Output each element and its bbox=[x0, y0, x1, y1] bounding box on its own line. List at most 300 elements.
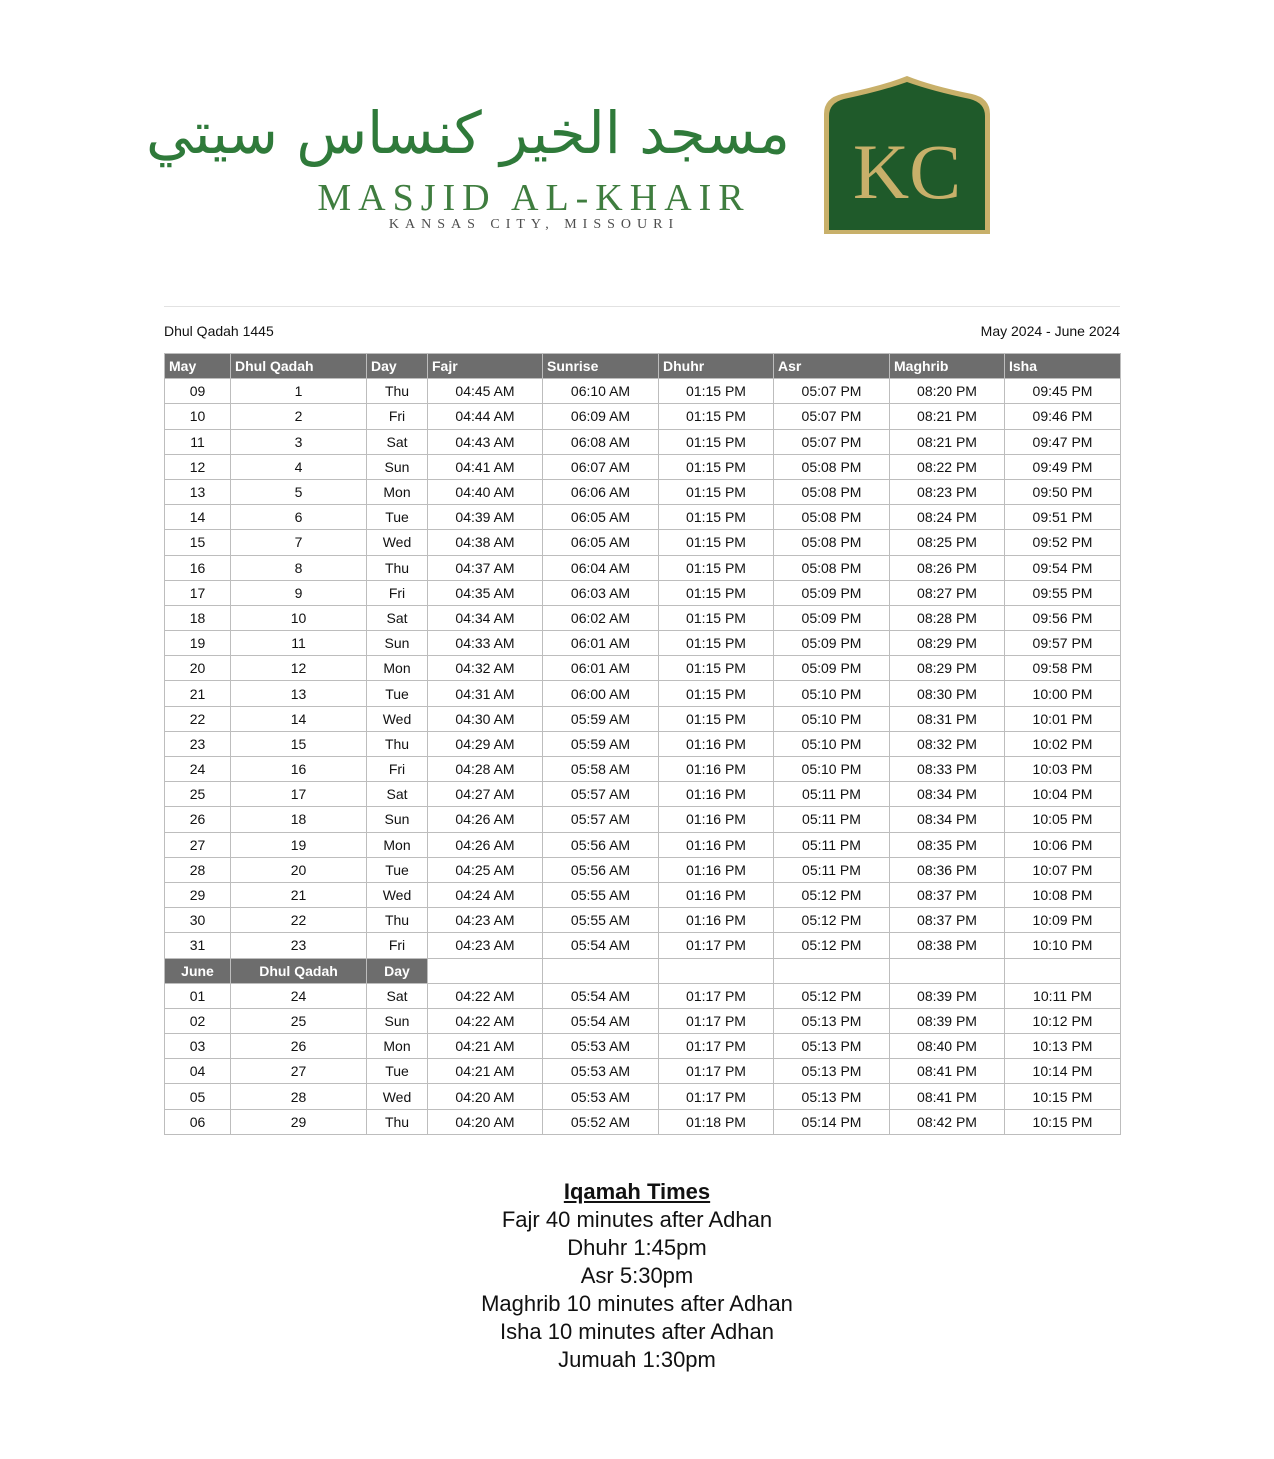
table-cell: Sun bbox=[367, 807, 428, 832]
table-cell: 01:16 PM bbox=[659, 757, 774, 782]
table-cell: 04:20 AM bbox=[428, 1084, 543, 1109]
table-cell: 01:16 PM bbox=[659, 908, 774, 933]
table-cell: 05:13 PM bbox=[774, 1008, 890, 1033]
table-cell: 05:10 PM bbox=[774, 681, 890, 706]
table-cell: 11 bbox=[231, 631, 367, 656]
table-cell: 06:05 AM bbox=[543, 530, 659, 555]
table-cell: 08:26 PM bbox=[890, 555, 1005, 580]
table-cell: Fri bbox=[367, 580, 428, 605]
blank-cell bbox=[543, 958, 659, 983]
table-row bbox=[165, 1084, 1121, 1109]
table-cell: 16 bbox=[165, 555, 231, 580]
table-cell: 01:18 PM bbox=[659, 1109, 774, 1134]
table-row bbox=[165, 1059, 1121, 1084]
table-cell: 08:21 PM bbox=[890, 429, 1005, 454]
iqamah-jumuah: Jumuah 1:30pm bbox=[558, 1347, 716, 1372]
table-cell: 04:37 AM bbox=[428, 555, 543, 580]
may-header-cell: Dhuhr bbox=[659, 354, 774, 379]
table-cell: 05:57 AM bbox=[543, 782, 659, 807]
table-cell: Sat bbox=[367, 983, 428, 1008]
table-cell: 09:51 PM bbox=[1005, 505, 1121, 530]
table-cell: Sun bbox=[367, 631, 428, 656]
table-row bbox=[165, 505, 1121, 530]
table-cell: 05:11 PM bbox=[774, 857, 890, 882]
table-cell: 05:11 PM bbox=[774, 832, 890, 857]
table-cell: 01:16 PM bbox=[659, 857, 774, 882]
table-cell: 09:57 PM bbox=[1005, 631, 1121, 656]
table-cell: 04:25 AM bbox=[428, 857, 543, 882]
table-cell: 05:11 PM bbox=[774, 782, 890, 807]
table-cell: 04:38 AM bbox=[428, 530, 543, 555]
masjid-name: MASJID AL-KHAIR bbox=[317, 177, 751, 219]
table-cell: 06:06 AM bbox=[543, 479, 659, 504]
table-cell: 28 bbox=[231, 1084, 367, 1109]
table-cell: 04:34 AM bbox=[428, 605, 543, 630]
table-cell: 08:33 PM bbox=[890, 757, 1005, 782]
table-cell: 01:15 PM bbox=[659, 706, 774, 731]
table-cell: 15 bbox=[165, 530, 231, 555]
table-cell: 24 bbox=[165, 757, 231, 782]
iqamah-section bbox=[0, 1178, 1274, 1374]
table-cell: 08:34 PM bbox=[890, 807, 1005, 832]
table-cell: 10:15 PM bbox=[1005, 1084, 1121, 1109]
table-cell: 04:32 AM bbox=[428, 656, 543, 681]
table-row bbox=[165, 832, 1121, 857]
table-row bbox=[165, 933, 1121, 958]
table-cell: 10:06 PM bbox=[1005, 832, 1121, 857]
table-cell: 08:28 PM bbox=[890, 605, 1005, 630]
table-cell: 04:40 AM bbox=[428, 479, 543, 504]
table-cell: 06:09 AM bbox=[543, 404, 659, 429]
table-row bbox=[165, 908, 1121, 933]
table-cell: 04:21 AM bbox=[428, 1059, 543, 1084]
table-cell: 05:09 PM bbox=[774, 580, 890, 605]
blank-cell bbox=[774, 958, 890, 983]
emblem-text: KC bbox=[852, 128, 962, 215]
table-cell: 05:12 PM bbox=[774, 933, 890, 958]
table-cell: 04:39 AM bbox=[428, 505, 543, 530]
table-cell: 1 bbox=[231, 379, 367, 404]
table-cell: 08:22 PM bbox=[890, 454, 1005, 479]
table-cell: Mon bbox=[367, 656, 428, 681]
table-cell: 08:31 PM bbox=[890, 706, 1005, 731]
table-row bbox=[165, 530, 1121, 555]
table-cell: 06:08 AM bbox=[543, 429, 659, 454]
table-cell: 08:21 PM bbox=[890, 404, 1005, 429]
table-cell: 04:30 AM bbox=[428, 706, 543, 731]
table-cell: 04:20 AM bbox=[428, 1109, 543, 1134]
masjid-location: KANSAS CITY, MISSOURI bbox=[388, 217, 680, 232]
table-cell: 18 bbox=[231, 807, 367, 832]
iqamah-maghrib: Maghrib 10 minutes after Adhan bbox=[481, 1291, 793, 1316]
table-cell: 31 bbox=[165, 933, 231, 958]
table-cell: 05:09 PM bbox=[774, 631, 890, 656]
table-cell: 08:25 PM bbox=[890, 530, 1005, 555]
table-cell: Thu bbox=[367, 731, 428, 756]
table-cell: 27 bbox=[231, 1059, 367, 1084]
table-cell: 01:15 PM bbox=[659, 681, 774, 706]
table-cell: 08:37 PM bbox=[890, 882, 1005, 907]
table-row bbox=[165, 379, 1121, 404]
table-cell: 05:10 PM bbox=[774, 731, 890, 756]
table-cell: 04:41 AM bbox=[428, 454, 543, 479]
table-cell: 09 bbox=[165, 379, 231, 404]
table-cell: 04 bbox=[165, 1059, 231, 1084]
table-row bbox=[165, 757, 1121, 782]
table-cell: 6 bbox=[231, 505, 367, 530]
table-cell: 01:15 PM bbox=[659, 429, 774, 454]
table-cell: Mon bbox=[367, 479, 428, 504]
table-cell: 23 bbox=[165, 731, 231, 756]
table-cell: 05:09 PM bbox=[774, 605, 890, 630]
table-cell: 18 bbox=[165, 605, 231, 630]
table-cell: 05:59 AM bbox=[543, 706, 659, 731]
table-row bbox=[165, 681, 1121, 706]
table-cell: 01:15 PM bbox=[659, 631, 774, 656]
table-cell: 05:08 PM bbox=[774, 479, 890, 504]
table-row bbox=[165, 605, 1121, 630]
table-cell: 08:29 PM bbox=[890, 631, 1005, 656]
table-cell: 06:02 AM bbox=[543, 605, 659, 630]
table-cell: 05:13 PM bbox=[774, 1034, 890, 1059]
table-cell: 05:07 PM bbox=[774, 404, 890, 429]
may-header-cell: Sunrise bbox=[543, 354, 659, 379]
table-cell: 01:15 PM bbox=[659, 379, 774, 404]
table-cell: 5 bbox=[231, 479, 367, 504]
table-cell: 04:45 AM bbox=[428, 379, 543, 404]
table-cell: 05:54 AM bbox=[543, 1008, 659, 1033]
table-cell: 28 bbox=[165, 857, 231, 882]
table-cell: 08:40 PM bbox=[890, 1034, 1005, 1059]
table-cell: 01:15 PM bbox=[659, 454, 774, 479]
table-cell: 05:10 PM bbox=[774, 706, 890, 731]
table-cell: 7 bbox=[231, 530, 367, 555]
table-cell: 10:09 PM bbox=[1005, 908, 1121, 933]
table-cell: 04:29 AM bbox=[428, 731, 543, 756]
hijri-month-label: Dhul Qadah 1445 bbox=[164, 323, 274, 339]
table-cell: 05:58 AM bbox=[543, 757, 659, 782]
table-cell: 02 bbox=[165, 1008, 231, 1033]
table-cell: 21 bbox=[231, 882, 367, 907]
may-header-cell: Asr bbox=[774, 354, 890, 379]
table-cell: 06:01 AM bbox=[543, 631, 659, 656]
table-cell: 08:34 PM bbox=[890, 782, 1005, 807]
table-cell: 01:17 PM bbox=[659, 1008, 774, 1033]
table-cell: 15 bbox=[231, 731, 367, 756]
table-cell: 4 bbox=[231, 454, 367, 479]
table-cell: 2 bbox=[231, 404, 367, 429]
table-cell: 06:07 AM bbox=[543, 454, 659, 479]
blank-cell bbox=[659, 958, 774, 983]
table-cell: 06 bbox=[165, 1109, 231, 1134]
table-cell: 08:41 PM bbox=[890, 1084, 1005, 1109]
table-cell: Fri bbox=[367, 404, 428, 429]
table-cell: 08:38 PM bbox=[890, 933, 1005, 958]
table-row bbox=[165, 857, 1121, 882]
may-header-row bbox=[165, 354, 1121, 379]
table-cell: Tue bbox=[367, 1059, 428, 1084]
table-cell: 27 bbox=[165, 832, 231, 857]
table-cell: 08:37 PM bbox=[890, 908, 1005, 933]
table-cell: 22 bbox=[165, 706, 231, 731]
table-cell: 10:10 PM bbox=[1005, 933, 1121, 958]
table-cell: 05:13 PM bbox=[774, 1059, 890, 1084]
table-cell: 05:56 AM bbox=[543, 857, 659, 882]
table-cell: 13 bbox=[165, 479, 231, 504]
table-row bbox=[165, 882, 1121, 907]
table-cell: 08:27 PM bbox=[890, 580, 1005, 605]
table-cell: 06:10 AM bbox=[543, 379, 659, 404]
table-cell: 10:07 PM bbox=[1005, 857, 1121, 882]
table-cell: 08:30 PM bbox=[890, 681, 1005, 706]
may-header-cell: Fajr bbox=[428, 354, 543, 379]
table-cell: 10:08 PM bbox=[1005, 882, 1121, 907]
table-cell: 22 bbox=[231, 908, 367, 933]
table-cell: 09:49 PM bbox=[1005, 454, 1121, 479]
table-cell: Wed bbox=[367, 882, 428, 907]
table-cell: 10:01 PM bbox=[1005, 706, 1121, 731]
table-row bbox=[165, 1034, 1121, 1059]
table-cell: Thu bbox=[367, 908, 428, 933]
table-row bbox=[165, 555, 1121, 580]
table-cell: 05:53 AM bbox=[543, 1084, 659, 1109]
table-cell: 05:08 PM bbox=[774, 530, 890, 555]
table-cell: Thu bbox=[367, 555, 428, 580]
june-header-cell: Day bbox=[367, 958, 428, 983]
table-cell: 14 bbox=[231, 706, 367, 731]
may-header-cell: May bbox=[165, 354, 231, 379]
table-cell: 05:07 PM bbox=[774, 379, 890, 404]
table-cell: 06:00 AM bbox=[543, 681, 659, 706]
prayer-times-table bbox=[164, 353, 1121, 1135]
table-cell: 09:58 PM bbox=[1005, 656, 1121, 681]
iqamah-title: Iqamah Times bbox=[563, 1179, 711, 1204]
table-row bbox=[165, 479, 1121, 504]
table-cell: 06:04 AM bbox=[543, 555, 659, 580]
table-row bbox=[165, 807, 1121, 832]
table-cell: Mon bbox=[367, 1034, 428, 1059]
table-cell: 08:41 PM bbox=[890, 1059, 1005, 1084]
table-cell: 01:17 PM bbox=[659, 1059, 774, 1084]
gregorian-range-label: May 2024 - June 2024 bbox=[980, 323, 1120, 339]
table-row bbox=[165, 631, 1121, 656]
table-cell: Tue bbox=[367, 681, 428, 706]
table-cell: 08:39 PM bbox=[890, 983, 1005, 1008]
table-cell: 01:17 PM bbox=[659, 1084, 774, 1109]
table-cell: 05:53 AM bbox=[543, 1034, 659, 1059]
table-cell: 05:08 PM bbox=[774, 555, 890, 580]
table-cell: 10:14 PM bbox=[1005, 1059, 1121, 1084]
table-cell: 04:23 AM bbox=[428, 933, 543, 958]
table-cell: 04:35 AM bbox=[428, 580, 543, 605]
table-cell: 24 bbox=[231, 983, 367, 1008]
blank-cell bbox=[428, 958, 543, 983]
table-cell: 19 bbox=[165, 631, 231, 656]
table-cell: 05:59 AM bbox=[543, 731, 659, 756]
table-cell: 26 bbox=[165, 807, 231, 832]
table-cell: 10:02 PM bbox=[1005, 731, 1121, 756]
table-cell: 12 bbox=[165, 454, 231, 479]
kc-emblem-logo bbox=[822, 76, 992, 236]
table-cell: 10 bbox=[165, 404, 231, 429]
table-cell: 08:39 PM bbox=[890, 1008, 1005, 1033]
blank-cell bbox=[890, 958, 1005, 983]
table-cell: Tue bbox=[367, 505, 428, 530]
table-cell: 12 bbox=[231, 656, 367, 681]
table-cell: Fri bbox=[367, 757, 428, 782]
table-row bbox=[165, 656, 1121, 681]
table-cell: 10:11 PM bbox=[1005, 983, 1121, 1008]
table-cell: 25 bbox=[231, 1008, 367, 1033]
table-row bbox=[165, 983, 1121, 1008]
table-cell: 09:45 PM bbox=[1005, 379, 1121, 404]
table-cell: 10:05 PM bbox=[1005, 807, 1121, 832]
table-cell: 01:15 PM bbox=[659, 479, 774, 504]
table-cell: 17 bbox=[231, 782, 367, 807]
table-cell: 05:08 PM bbox=[774, 505, 890, 530]
june-header-cell: June bbox=[165, 958, 231, 983]
table-cell: 05:11 PM bbox=[774, 807, 890, 832]
table-cell: 10:00 PM bbox=[1005, 681, 1121, 706]
table-cell: 05:56 AM bbox=[543, 832, 659, 857]
table-cell: 25 bbox=[165, 782, 231, 807]
table-cell: 05:55 AM bbox=[543, 908, 659, 933]
table-cell: 04:44 AM bbox=[428, 404, 543, 429]
may-header-cell: Dhul Qadah bbox=[231, 354, 367, 379]
table-cell: Sat bbox=[367, 429, 428, 454]
table-cell: 9 bbox=[231, 580, 367, 605]
table-cell: 01 bbox=[165, 983, 231, 1008]
table-cell: 06:01 AM bbox=[543, 656, 659, 681]
table-row bbox=[165, 429, 1121, 454]
table-cell: 09:55 PM bbox=[1005, 580, 1121, 605]
blank-cell bbox=[1005, 958, 1121, 983]
table-row bbox=[165, 731, 1121, 756]
table-cell: 16 bbox=[231, 757, 367, 782]
table-cell: 11 bbox=[165, 429, 231, 454]
table-cell: 09:46 PM bbox=[1005, 404, 1121, 429]
table-cell: 01:15 PM bbox=[659, 656, 774, 681]
may-header-cell: Isha bbox=[1005, 354, 1121, 379]
table-cell: 08:20 PM bbox=[890, 379, 1005, 404]
table-cell: 08:42 PM bbox=[890, 1109, 1005, 1134]
table-cell: 05:55 AM bbox=[543, 882, 659, 907]
table-cell: 10:12 PM bbox=[1005, 1008, 1121, 1033]
table-cell: 3 bbox=[231, 429, 367, 454]
table-cell: 06:05 AM bbox=[543, 505, 659, 530]
table-cell: 01:17 PM bbox=[659, 1034, 774, 1059]
table-cell: 10:04 PM bbox=[1005, 782, 1121, 807]
arabic-calligraphy-title: مسجد الخير كنساس سيتي bbox=[145, 99, 790, 167]
table-cell: 09:52 PM bbox=[1005, 530, 1121, 555]
table-cell: 01:17 PM bbox=[659, 933, 774, 958]
table-cell: 04:23 AM bbox=[428, 908, 543, 933]
table-cell: 09:47 PM bbox=[1005, 429, 1121, 454]
table-cell: 01:15 PM bbox=[659, 404, 774, 429]
table-cell: 06:03 AM bbox=[543, 580, 659, 605]
table-cell: 26 bbox=[231, 1034, 367, 1059]
table-cell: 05:14 PM bbox=[774, 1109, 890, 1134]
table-cell: 01:15 PM bbox=[659, 505, 774, 530]
table-cell: 20 bbox=[165, 656, 231, 681]
table-cell: 01:17 PM bbox=[659, 983, 774, 1008]
table-cell: Thu bbox=[367, 379, 428, 404]
table-cell: 05:13 PM bbox=[774, 1084, 890, 1109]
table-cell: 20 bbox=[231, 857, 367, 882]
table-cell: 05:54 AM bbox=[543, 983, 659, 1008]
table-cell: 01:16 PM bbox=[659, 731, 774, 756]
table-cell: 04:33 AM bbox=[428, 631, 543, 656]
table-cell: Sat bbox=[367, 782, 428, 807]
iqamah-isha: Isha 10 minutes after Adhan bbox=[500, 1319, 774, 1344]
table-cell: 04:22 AM bbox=[428, 983, 543, 1008]
table-cell: 04:26 AM bbox=[428, 807, 543, 832]
table-cell: 05:54 AM bbox=[543, 933, 659, 958]
table-row bbox=[165, 706, 1121, 731]
table-cell: 05 bbox=[165, 1084, 231, 1109]
iqamah-asr: Asr 5:30pm bbox=[580, 1263, 694, 1288]
table-cell: Wed bbox=[367, 1084, 428, 1109]
table-cell: 09:54 PM bbox=[1005, 555, 1121, 580]
table-cell: 04:28 AM bbox=[428, 757, 543, 782]
table-cell: Mon bbox=[367, 832, 428, 857]
table-cell: 10 bbox=[231, 605, 367, 630]
table-cell: 01:16 PM bbox=[659, 882, 774, 907]
table-row bbox=[165, 580, 1121, 605]
table-cell: 05:10 PM bbox=[774, 757, 890, 782]
table-cell: 05:52 AM bbox=[543, 1109, 659, 1134]
table-cell: Fri bbox=[367, 933, 428, 958]
table-cell: 10:13 PM bbox=[1005, 1034, 1121, 1059]
table-cell: Thu bbox=[367, 1109, 428, 1134]
table-cell: 01:15 PM bbox=[659, 605, 774, 630]
table-cell: 08:29 PM bbox=[890, 656, 1005, 681]
table-row bbox=[165, 454, 1121, 479]
table-cell: 01:16 PM bbox=[659, 807, 774, 832]
table-cell: 05:09 PM bbox=[774, 656, 890, 681]
table-cell: 10:15 PM bbox=[1005, 1109, 1121, 1134]
table-cell: 08:36 PM bbox=[890, 857, 1005, 882]
table-cell: Sun bbox=[367, 454, 428, 479]
table-cell: 04:21 AM bbox=[428, 1034, 543, 1059]
table-cell: 30 bbox=[165, 908, 231, 933]
table-cell: 23 bbox=[231, 933, 367, 958]
table-cell: 05:12 PM bbox=[774, 983, 890, 1008]
table-cell: 19 bbox=[231, 832, 367, 857]
table-row bbox=[165, 1008, 1121, 1033]
table-cell: 10:03 PM bbox=[1005, 757, 1121, 782]
table-cell: Sun bbox=[367, 1008, 428, 1033]
table-row bbox=[165, 404, 1121, 429]
table-cell: 01:15 PM bbox=[659, 530, 774, 555]
header-divider bbox=[164, 306, 1120, 307]
table-cell: 14 bbox=[165, 505, 231, 530]
table-cell: 08:24 PM bbox=[890, 505, 1005, 530]
table-row bbox=[165, 782, 1121, 807]
table-cell: 01:15 PM bbox=[659, 555, 774, 580]
table-cell: 01:15 PM bbox=[659, 580, 774, 605]
june-header-row bbox=[165, 958, 1121, 983]
table-cell: 29 bbox=[231, 1109, 367, 1134]
table-cell: 04:27 AM bbox=[428, 782, 543, 807]
table-cell: Wed bbox=[367, 530, 428, 555]
table-cell: 01:16 PM bbox=[659, 782, 774, 807]
iqamah-dhuhr: Dhuhr 1:45pm bbox=[567, 1235, 707, 1260]
table-cell: 09:56 PM bbox=[1005, 605, 1121, 630]
table-cell: Tue bbox=[367, 857, 428, 882]
table-cell: 17 bbox=[165, 580, 231, 605]
table-cell: 05:57 AM bbox=[543, 807, 659, 832]
